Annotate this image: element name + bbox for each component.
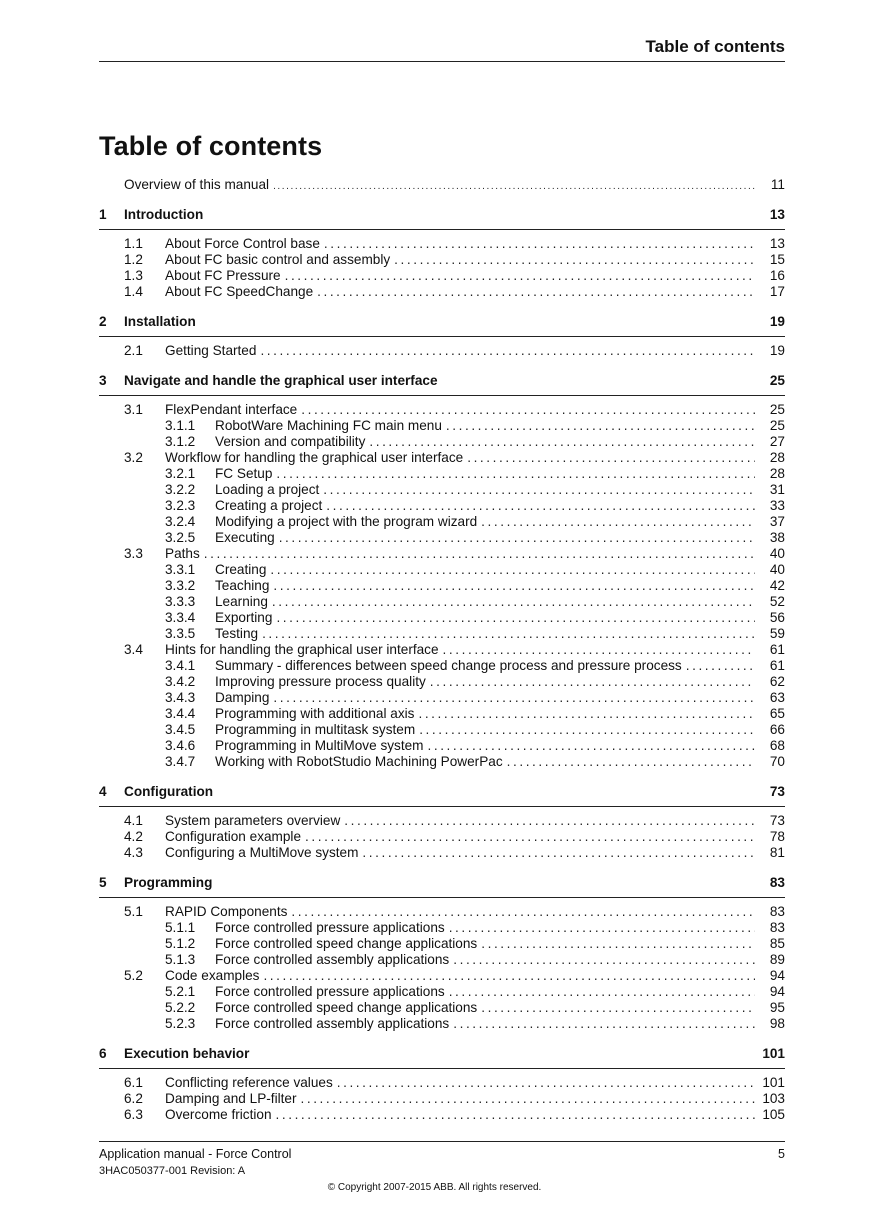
toc-entry-number: 3.4.1 bbox=[165, 658, 196, 673]
chapter-number: 2 bbox=[99, 314, 107, 329]
leader-dots bbox=[301, 402, 755, 418]
footer-page-number: 5 bbox=[778, 1147, 785, 1161]
toc-entry-page: 89 bbox=[769, 952, 785, 967]
running-head: Table of contents bbox=[99, 37, 785, 62]
toc-section-list bbox=[99, 236, 785, 300]
toc-entry-page: 40 bbox=[769, 562, 785, 577]
toc-entry[interactable] bbox=[99, 252, 785, 268]
toc-entry-number: 3.4.5 bbox=[165, 722, 196, 737]
toc-entry-label: Overview of this manual bbox=[124, 177, 270, 192]
toc-entry[interactable] bbox=[99, 952, 785, 968]
toc-entry-label: Loading a project bbox=[215, 482, 320, 497]
toc-entry-label: System parameters overview bbox=[165, 813, 341, 828]
toc-entry-number: 3.3.1 bbox=[165, 562, 196, 577]
copyright-notice: © Copyright 2007-2015 ABB. All rights reserved. bbox=[327, 1182, 542, 1193]
leader-dots bbox=[276, 1107, 755, 1123]
leader-dots bbox=[263, 968, 755, 984]
toc-entry[interactable] bbox=[99, 754, 785, 770]
chapter-page: 83 bbox=[769, 875, 785, 890]
toc-entry[interactable] bbox=[99, 594, 785, 610]
toc-entry-page: 81 bbox=[769, 845, 785, 860]
chapter-page: 19 bbox=[769, 314, 785, 329]
leader-dots bbox=[300, 1091, 755, 1107]
leader-dots bbox=[285, 268, 755, 284]
toc-entry-page: 73 bbox=[769, 813, 785, 828]
toc-entry-page: 38 bbox=[769, 530, 785, 545]
toc-section-list bbox=[99, 402, 785, 770]
toc-entry[interactable] bbox=[99, 434, 785, 450]
toc-entry-label: Hints for handling the graphical user interface bbox=[165, 642, 439, 657]
toc-entry-number: 4.3 bbox=[124, 845, 143, 860]
leader-dots bbox=[337, 1075, 755, 1091]
toc-chapter-heading[interactable] bbox=[99, 314, 785, 337]
toc-section-list bbox=[99, 813, 785, 861]
toc-entry-number: 3.3.2 bbox=[165, 578, 196, 593]
toc-chapter-heading[interactable] bbox=[99, 875, 785, 898]
footer-doc-id: 3HAC050377-001 Revision: A bbox=[99, 1165, 246, 1177]
toc-chapter-heading[interactable] bbox=[99, 373, 785, 396]
leader-dots bbox=[324, 236, 755, 252]
toc-entry-number: 4.1 bbox=[124, 813, 143, 828]
toc-entry-number: 1.4 bbox=[124, 284, 143, 299]
toc-entry-number: 3.2.2 bbox=[165, 482, 196, 497]
toc-entry[interactable] bbox=[99, 284, 785, 300]
toc-entry-number: 5.2.3 bbox=[165, 1016, 196, 1031]
toc-chapter-heading[interactable] bbox=[99, 784, 785, 807]
toc-entry-label: Programming with additional axis bbox=[215, 706, 415, 721]
leader-dots bbox=[418, 706, 755, 722]
toc-entry-number: 5.1 bbox=[124, 904, 143, 919]
chapter-number: 1 bbox=[99, 207, 107, 222]
leader-dots bbox=[467, 450, 755, 466]
toc-entry-page: 61 bbox=[769, 658, 785, 673]
chapter-page: 73 bbox=[769, 784, 785, 799]
toc-entry-page: 25 bbox=[769, 402, 785, 417]
toc-entry-number: 3.3 bbox=[124, 546, 143, 561]
toc-entry-number: 3.1.1 bbox=[165, 418, 196, 433]
toc-entry-number: 3.2.3 bbox=[165, 498, 196, 513]
leader-dots bbox=[291, 904, 755, 920]
leader-dots bbox=[276, 610, 755, 626]
toc-entry-label: RobotWare Machining FC main menu bbox=[215, 418, 442, 433]
toc-entry-label: Improving pressure process quality bbox=[215, 674, 426, 689]
toc-entry[interactable] bbox=[99, 1075, 785, 1091]
toc-entry-page: 40 bbox=[769, 546, 785, 561]
chapter-number: 5 bbox=[99, 875, 107, 890]
leader-dots bbox=[419, 722, 755, 738]
toc-entry[interactable] bbox=[99, 466, 785, 482]
toc-entry-page: 56 bbox=[769, 610, 785, 625]
leader-dots bbox=[453, 952, 755, 968]
toc-entry-label: Force controlled assembly applications bbox=[215, 1016, 450, 1031]
toc-entry-label: Programming in multitask system bbox=[215, 722, 416, 737]
toc-entry-label: Version and compatibility bbox=[215, 434, 366, 449]
toc-entry[interactable] bbox=[99, 845, 785, 861]
toc-entry[interactable] bbox=[99, 450, 785, 466]
toc-entry[interactable] bbox=[99, 546, 785, 562]
toc-entry-number: 3.4.2 bbox=[165, 674, 196, 689]
leader-dots bbox=[326, 498, 755, 514]
leader-dots bbox=[507, 754, 755, 770]
toc-entry[interactable] bbox=[99, 968, 785, 984]
toc-entry-label: About Force Control base bbox=[165, 236, 320, 251]
toc-entry-label: Getting Started bbox=[165, 343, 257, 358]
toc-entry[interactable] bbox=[99, 626, 785, 642]
leader-dots bbox=[481, 514, 755, 530]
chapter-title: Configuration bbox=[124, 784, 214, 799]
toc-section-list bbox=[99, 1075, 785, 1123]
page-footer bbox=[99, 1141, 785, 1178]
chapter-title: Introduction bbox=[124, 207, 204, 222]
toc-entry-page: 17 bbox=[769, 284, 785, 299]
toc-entry-page: 98 bbox=[769, 1016, 785, 1031]
leader-dots bbox=[362, 845, 755, 861]
toc-entry-number: 5.2.2 bbox=[165, 1000, 196, 1015]
toc-entry[interactable] bbox=[99, 984, 785, 1000]
toc-entry[interactable] bbox=[99, 418, 785, 434]
toc-entry[interactable] bbox=[99, 936, 785, 952]
toc-entry-number: 1.3 bbox=[124, 268, 143, 283]
toc-entry-page: 61 bbox=[769, 642, 785, 657]
toc-entry-label: Force controlled speed change applications bbox=[215, 1000, 478, 1015]
toc-entry-label: FlexPendant interface bbox=[165, 402, 298, 417]
chapter-page: 25 bbox=[769, 373, 785, 388]
toc-entry[interactable] bbox=[99, 343, 785, 359]
toc-entry-page: 101 bbox=[762, 1075, 785, 1090]
toc-entry-label: Paths bbox=[165, 546, 200, 561]
toc-entry-label: Creating bbox=[215, 562, 267, 577]
leader-dots bbox=[369, 434, 755, 450]
toc-entry-number: 3.3.3 bbox=[165, 594, 196, 609]
toc-entry-label: Programming in MultiMove system bbox=[215, 738, 424, 753]
toc-entry-overview[interactable] bbox=[99, 177, 785, 193]
toc-entry-number: 3.4.6 bbox=[165, 738, 196, 753]
toc-entry-page: 27 bbox=[769, 434, 785, 449]
table-of-contents bbox=[99, 177, 785, 1137]
toc-entry[interactable] bbox=[99, 530, 785, 546]
toc-entry-label: About FC basic control and assembly bbox=[165, 252, 391, 267]
toc-entry[interactable] bbox=[99, 920, 785, 936]
toc-entry-page: 31 bbox=[769, 482, 785, 497]
toc-entry-page: 59 bbox=[769, 626, 785, 641]
toc-entry-page: 19 bbox=[769, 343, 785, 358]
toc-chapter-heading[interactable] bbox=[99, 1046, 785, 1069]
toc-entry-number: 6.2 bbox=[124, 1091, 143, 1106]
toc-entry-page: 94 bbox=[769, 984, 785, 999]
leader-dots bbox=[273, 578, 755, 594]
toc-entry-page: 78 bbox=[769, 829, 785, 844]
leader-dots bbox=[273, 690, 755, 706]
toc-entry-label: Configuration example bbox=[165, 829, 302, 844]
toc-entry-page: 33 bbox=[769, 498, 785, 513]
toc-entry-number: 3.3.4 bbox=[165, 610, 196, 625]
toc-entry-page: 37 bbox=[769, 514, 785, 529]
toc-entry[interactable] bbox=[99, 236, 785, 252]
toc-entry-number: 6.1 bbox=[124, 1075, 143, 1090]
toc-entry[interactable] bbox=[99, 1107, 785, 1123]
toc-entry-label: About FC SpeedChange bbox=[165, 284, 314, 299]
leader-dots bbox=[686, 658, 755, 674]
toc-entry-label: Workflow for handling the graphical user interface bbox=[165, 450, 464, 465]
leader-dots bbox=[394, 252, 755, 268]
toc-entry-page: 13 bbox=[769, 236, 785, 251]
toc-entry-number: 5.2 bbox=[124, 968, 143, 983]
toc-entry-label: Damping bbox=[215, 690, 270, 705]
chapter-page: 101 bbox=[762, 1046, 785, 1061]
toc-entry-page: 83 bbox=[769, 920, 785, 935]
chapter-title: Navigate and handle the graphical user interface bbox=[124, 373, 438, 388]
toc-entry-number: 3.2.4 bbox=[165, 514, 196, 529]
toc-entry-label: Teaching bbox=[215, 578, 270, 593]
toc-entry-page: 66 bbox=[769, 722, 785, 737]
leader-dots bbox=[273, 179, 755, 195]
toc-entry[interactable] bbox=[99, 722, 785, 738]
leader-dots bbox=[481, 1000, 755, 1016]
toc-entry-label: About FC Pressure bbox=[165, 268, 281, 283]
toc-entry-page: 28 bbox=[769, 466, 785, 481]
toc-entry-number: 4.2 bbox=[124, 829, 143, 844]
leader-dots bbox=[428, 738, 756, 754]
chapter-title: Installation bbox=[124, 314, 196, 329]
toc-entry-label: Exporting bbox=[215, 610, 273, 625]
toc-entry[interactable] bbox=[99, 482, 785, 498]
toc-entry-page: 52 bbox=[769, 594, 785, 609]
toc-entry-page: 85 bbox=[769, 936, 785, 951]
toc-entry[interactable] bbox=[99, 1000, 785, 1016]
chapter-title: Programming bbox=[124, 875, 213, 890]
leader-dots bbox=[272, 594, 755, 610]
leader-dots bbox=[323, 482, 755, 498]
toc-entry[interactable] bbox=[99, 268, 785, 284]
toc-entry-page: 95 bbox=[769, 1000, 785, 1015]
leader-dots bbox=[270, 562, 755, 578]
leader-dots bbox=[204, 546, 755, 562]
leader-dots bbox=[443, 642, 755, 658]
toc-entry-page: 42 bbox=[769, 578, 785, 593]
toc-entry[interactable] bbox=[99, 1016, 785, 1032]
toc-entry[interactable] bbox=[99, 904, 785, 920]
toc-entry-number: 3.1 bbox=[124, 402, 143, 417]
chapter-number: 4 bbox=[99, 784, 107, 799]
toc-entry-number: 5.1.3 bbox=[165, 952, 196, 967]
toc-entry-number: 3.2 bbox=[124, 450, 143, 465]
leader-dots bbox=[276, 466, 755, 482]
leader-dots bbox=[449, 920, 755, 936]
toc-entry-number: 1.1 bbox=[124, 236, 143, 251]
toc-entry-label: Conflicting reference values bbox=[165, 1075, 333, 1090]
leader-dots bbox=[430, 674, 755, 690]
toc-entry-label: Force controlled pressure applications bbox=[215, 920, 445, 935]
toc-entry[interactable] bbox=[99, 674, 785, 690]
toc-entry-number: 2.1 bbox=[124, 343, 143, 358]
toc-entry[interactable] bbox=[99, 829, 785, 845]
toc-entry[interactable] bbox=[99, 578, 785, 594]
chapter-number: 6 bbox=[99, 1046, 107, 1061]
toc-entry[interactable] bbox=[99, 706, 785, 722]
toc-entry-page: 65 bbox=[769, 706, 785, 721]
toc-entry[interactable] bbox=[99, 610, 785, 626]
toc-section-list bbox=[99, 904, 785, 1032]
toc-entry-number: 3.2.5 bbox=[165, 530, 196, 545]
toc-entry-label: Executing bbox=[215, 530, 275, 545]
page-title: Table of contents bbox=[99, 131, 323, 161]
toc-entry-label: Summary - differences between speed change process and pressure process bbox=[215, 658, 682, 673]
toc-entry-number: 3.4.3 bbox=[165, 690, 196, 705]
toc-entry-page: 68 bbox=[769, 738, 785, 753]
leader-dots bbox=[453, 1016, 755, 1032]
toc-entry-number: 3.3.5 bbox=[165, 626, 196, 641]
toc-entry-number: 6.3 bbox=[124, 1107, 143, 1122]
toc-entry-number: 3.4.4 bbox=[165, 706, 196, 721]
toc-entry[interactable] bbox=[99, 642, 785, 658]
toc-entry-label: Damping and LP-filter bbox=[165, 1091, 297, 1106]
toc-entry[interactable] bbox=[99, 498, 785, 514]
toc-entry[interactable] bbox=[99, 658, 785, 674]
toc-entry-number: 5.1.2 bbox=[165, 936, 196, 951]
toc-entry-number: 3.4.7 bbox=[165, 754, 196, 769]
footer-manual-title: Application manual - Force Control bbox=[99, 1147, 292, 1161]
toc-entry-label: Creating a project bbox=[215, 498, 323, 513]
toc-entry-page: 11 bbox=[770, 177, 785, 192]
leader-dots bbox=[262, 626, 755, 642]
leader-dots bbox=[305, 829, 755, 845]
toc-entry-page: 103 bbox=[762, 1091, 785, 1106]
leader-dots bbox=[449, 984, 755, 1000]
toc-entry-number: 3.2.1 bbox=[165, 466, 196, 481]
toc-entry-page: 63 bbox=[769, 690, 785, 705]
toc-entry-label: Modifying a project with the program wizard bbox=[215, 514, 478, 529]
toc-entry-label: RAPID Components bbox=[165, 904, 288, 919]
toc-section-list bbox=[99, 343, 785, 359]
chapter-number: 3 bbox=[99, 373, 107, 388]
toc-entry-label: Configuring a MultiMove system bbox=[165, 845, 359, 860]
toc-entry-number: 3.4 bbox=[124, 642, 143, 657]
leader-dots bbox=[344, 813, 755, 829]
toc-entry-label: Code examples bbox=[165, 968, 260, 983]
toc-entry[interactable] bbox=[99, 690, 785, 706]
toc-entry-page: 62 bbox=[769, 674, 785, 689]
toc-entry[interactable] bbox=[99, 813, 785, 829]
toc-entry-page: 105 bbox=[762, 1107, 785, 1122]
toc-entry[interactable] bbox=[99, 514, 785, 530]
toc-entry[interactable] bbox=[99, 738, 785, 754]
toc-entry-page: 16 bbox=[769, 268, 785, 283]
leader-dots bbox=[279, 530, 755, 546]
toc-entry-label: Learning bbox=[215, 594, 268, 609]
toc-entry[interactable] bbox=[99, 402, 785, 418]
toc-entry[interactable] bbox=[99, 562, 785, 578]
leader-dots bbox=[481, 936, 755, 952]
toc-entry-label: Force controlled pressure applications bbox=[215, 984, 445, 999]
toc-chapter-heading[interactable] bbox=[99, 207, 785, 230]
toc-entry-label: Force controlled speed change applications bbox=[215, 936, 478, 951]
toc-entry-label: Testing bbox=[215, 626, 259, 641]
toc-entry-number: 5.1.1 bbox=[165, 920, 196, 935]
leader-dots bbox=[317, 284, 755, 300]
toc-entry-number: 5.2.1 bbox=[165, 984, 196, 999]
toc-entry-label: Force controlled assembly applications bbox=[215, 952, 450, 967]
toc-entry-page: 25 bbox=[769, 418, 785, 433]
toc-entry-page: 70 bbox=[769, 754, 785, 769]
chapter-page: 13 bbox=[769, 207, 785, 222]
toc-entry-label: FC Setup bbox=[215, 466, 273, 481]
toc-entry-label: Working with RobotStudio Machining PowerPac bbox=[215, 754, 503, 769]
toc-entry-number: 1.2 bbox=[124, 252, 143, 267]
toc-entry-label: Overcome friction bbox=[165, 1107, 272, 1122]
toc-entry-page: 15 bbox=[769, 252, 785, 267]
leader-dots bbox=[446, 418, 755, 434]
toc-entry-page: 83 bbox=[769, 904, 785, 919]
leader-dots bbox=[260, 343, 755, 359]
toc-entry-page: 94 bbox=[769, 968, 785, 983]
chapter-title: Execution behavior bbox=[124, 1046, 250, 1061]
toc-entry[interactable] bbox=[99, 1091, 785, 1107]
toc-entry-number: 3.1.2 bbox=[165, 434, 196, 449]
toc-entry-page: 28 bbox=[769, 450, 785, 465]
